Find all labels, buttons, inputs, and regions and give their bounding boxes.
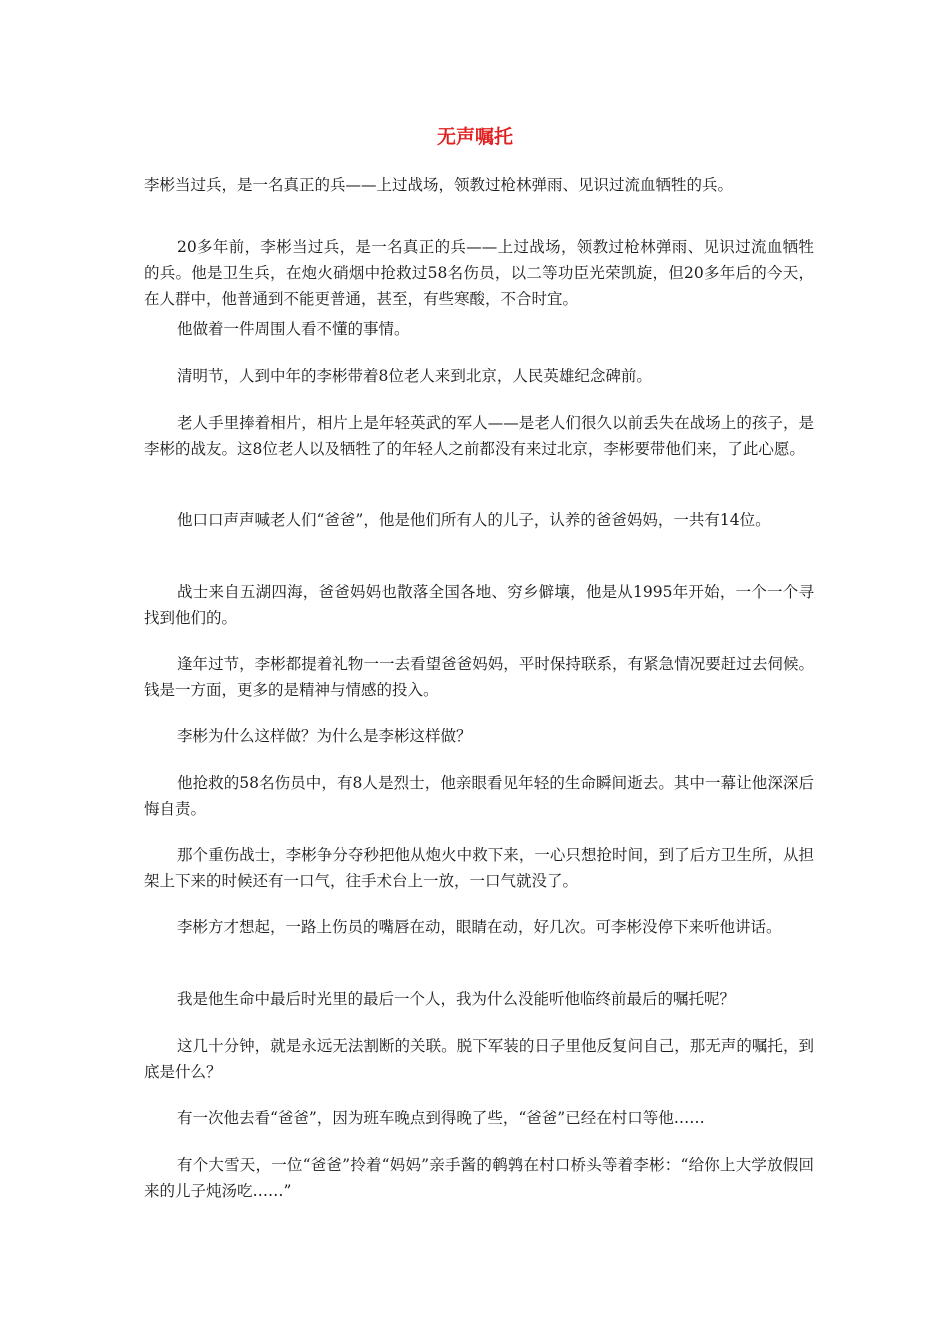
paragraph-12: 李彬方才想起，一路上伤员的嘴唇在动，眼睛在动，好几次。可李彬没停下来听他讲话。 [177,918,782,936]
paragraph-7: 战士来自五湖四海，爸爸妈妈也散落全国各地、穷乡僻壤，他是从1995年开始，一个一个寻找到他们的。 [144,583,814,627]
paragraph-4: 清明节，人到中年的李彬带着8位老人来到北京，人民英雄纪念碑前。 [177,367,652,385]
paragraph-15: 有一次他去看“爸爸”，因为班车晚点到得晚了些，“爸爸”已经在村口等他…… [177,1109,705,1127]
paragraph-2: 20多年前，李彬当过兵，是一名真正的兵——上过战场，领教过枪林弹雨、见识过流血牺牲的兵。他是卫生兵，在炮火硝烟中抢救过58名伤员，以二等功臣光荣凯旋，但20多年后的今天，在人群中，他普通到不能更普通，甚至，有些寒酸，不合时宜。 [144,238,814,308]
paragraph-6: 他口口声声喊老人们“爸爸”，他是他们所有人的儿子，认养的爸爸妈妈，一共有14位。 [177,511,771,529]
paragraph-14: 这几十分钟，就是永远无法割断的关联。脱下军装的日子里他反复问自己，那无声的嘱托，到底是什么？ [144,1037,814,1081]
paragraph-11: 那个重伤战士，李彬争分夺秒把他从炮火中救下来，一心只想抢时间，到了后方卫生所，从担架上下来的时候还有一口气，往手术台上一放，一口气就没了。 [144,846,814,890]
paragraph-8: 逢年过节，李彬都提着礼物一一去看望爸爸妈妈，平时保持联系，有紧急情况要赶过去伺候。钱是一方面，更多的是精神与情感的投入。 [144,655,814,699]
paragraph-3: 他做着一件周围人看不懂的事情。 [177,320,410,338]
paragraph-16: 有个大雪天，一位“爸爸”拎着“妈妈”亲手酱的鹌鹑在村口桥头等着李彬：“给你上大学放假回来的儿子炖汤吃……” [144,1156,814,1200]
paragraph-1: 李彬当过兵，是一名真正的兵——上过战场，领教过枪林弹雨、见识过流血牺牲的兵。 [144,176,734,194]
paragraph-10: 他抢救的58名伤员中，有8人是烈士，他亲眼看见年轻的生命瞬间逝去。其中一幕让他深深后悔自责。 [144,774,814,818]
paragraph-13: 我是他生命中最后时光里的最后一个人，我为什么没能听他临终前最后的嘱托呢？ [177,990,736,1008]
article-title: 无声嘱托 [436,126,513,148]
paragraph-9: 李彬为什么这样做？为什么是李彬这样做？ [177,727,472,745]
paragraph-5: 老人手里捧着相片，相片上是年轻英武的军人——是老人们很久以前丢失在战场上的孩子，是李彬的战友。这8位老人以及牺牲了的年轻人之前都没有来过北京，李彬要带他们来，了此心愿。 [144,414,814,458]
